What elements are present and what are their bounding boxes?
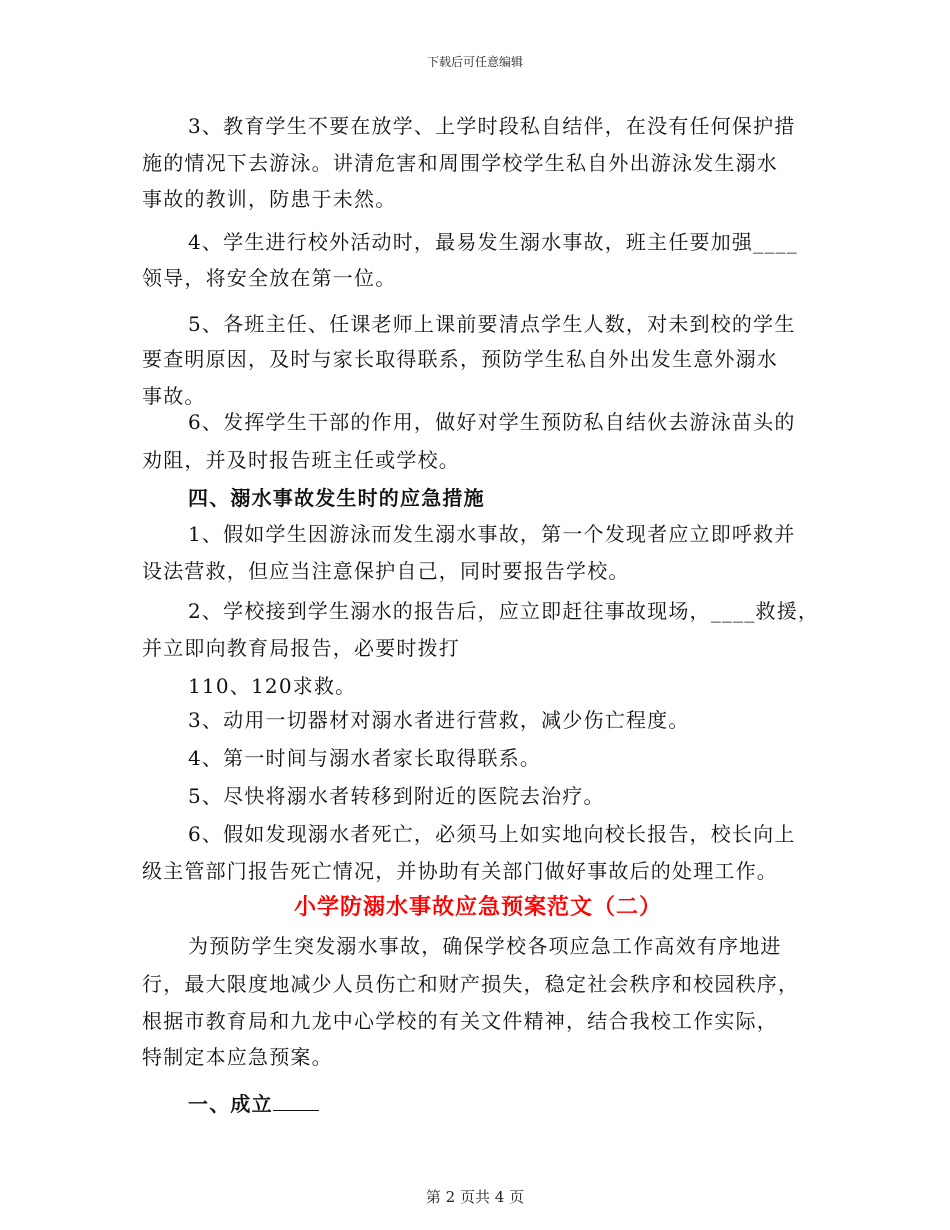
paragraph-line: 5、各班主任、任课老师上课前要清点学生人数，对未到校的学生 <box>188 312 796 336</box>
paragraph-line: 根据市教育局和九龙中心学校的有关文件精神，结合我校工作实际， <box>142 1009 778 1033</box>
paragraph-line: 特制定本应急预案。 <box>142 1045 333 1069</box>
page-footer: 第 2 页共 4 页 <box>425 1188 525 1206</box>
paragraph-line: 劝阻，并及时报告班主任或学校。 <box>142 448 460 472</box>
paragraph-line: 3、教育学生不要在放学、上学时段私自结伴，在没有任何保护措 <box>188 114 796 138</box>
paragraph-line: 1、假如学生因游泳而发生溺水事故，第一个发现者应立即呼救并 <box>188 522 796 546</box>
paragraph-line: 2、学校接到学生溺水的报告后，应立即赶往事故现场，____救援， <box>188 599 820 623</box>
paragraph-line: 设法营救，但应当注意保护自己，同时要报告学校。 <box>142 559 630 583</box>
paragraph-line: 4、第一时间与溺水者家长取得联系。 <box>188 746 542 770</box>
paragraph-line: 为预防学生突发溺水事故，确保学校各项应急工作高效有序地进 <box>188 934 782 958</box>
paragraph-line: 110、120求救。 <box>188 674 357 698</box>
section-heading <box>188 1090 319 1118</box>
paragraph-line: 6、假如发现溺水者死亡，必须马上如实地向校长报告，校长向上 <box>188 822 796 846</box>
paragraph-line: 事故。 <box>142 384 206 408</box>
paragraph-line: 行，最大限度地减少人员伤亡和财产损失，稳定社会秩序和校园秩序， <box>142 972 800 996</box>
page-header: 下载后可任意编辑 <box>426 55 523 69</box>
paragraph-line: 3、动用一切器材对溺水者进行营救，减少伤亡程度。 <box>188 708 690 732</box>
paragraph-line: 事故的教训，防患于未然。 <box>142 187 397 211</box>
document-title: 小学防溺水事故应急预案范文（二） <box>293 894 662 920</box>
section-heading-text: 一、成立 <box>188 1092 273 1116</box>
paragraph-line: 级主管部门报告死亡情况，并协助有关部门做好事故后的处理工作。 <box>142 859 778 883</box>
paragraph-line: 并立即向教育局报告，必要时拨打 <box>142 636 460 660</box>
section-heading: 四、溺水事故发生时的应急措施 <box>188 486 485 510</box>
paragraph-line: 施的情况下去游泳。讲清危害和周围学校学生私自外出游泳发生溺水 <box>142 151 778 175</box>
fill-in-blank <box>273 1092 319 1111</box>
paragraph-line: 领导，将安全放在第一位。 <box>142 266 397 290</box>
paragraph-line: 要查明原因，及时与家长取得联系，预防学生私自外出发生意外溺水 <box>142 347 778 371</box>
paragraph-line: 5、尽快将溺水者转移到附近的医院去治疗。 <box>188 784 605 808</box>
paragraph-line: 6、发挥学生干部的作用，做好对学生预防私自结伙去游泳苗头的 <box>188 410 796 434</box>
paragraph-line: 4、学生进行校外活动时，最易发生溺水事故，班主任要加强____ <box>188 230 798 254</box>
